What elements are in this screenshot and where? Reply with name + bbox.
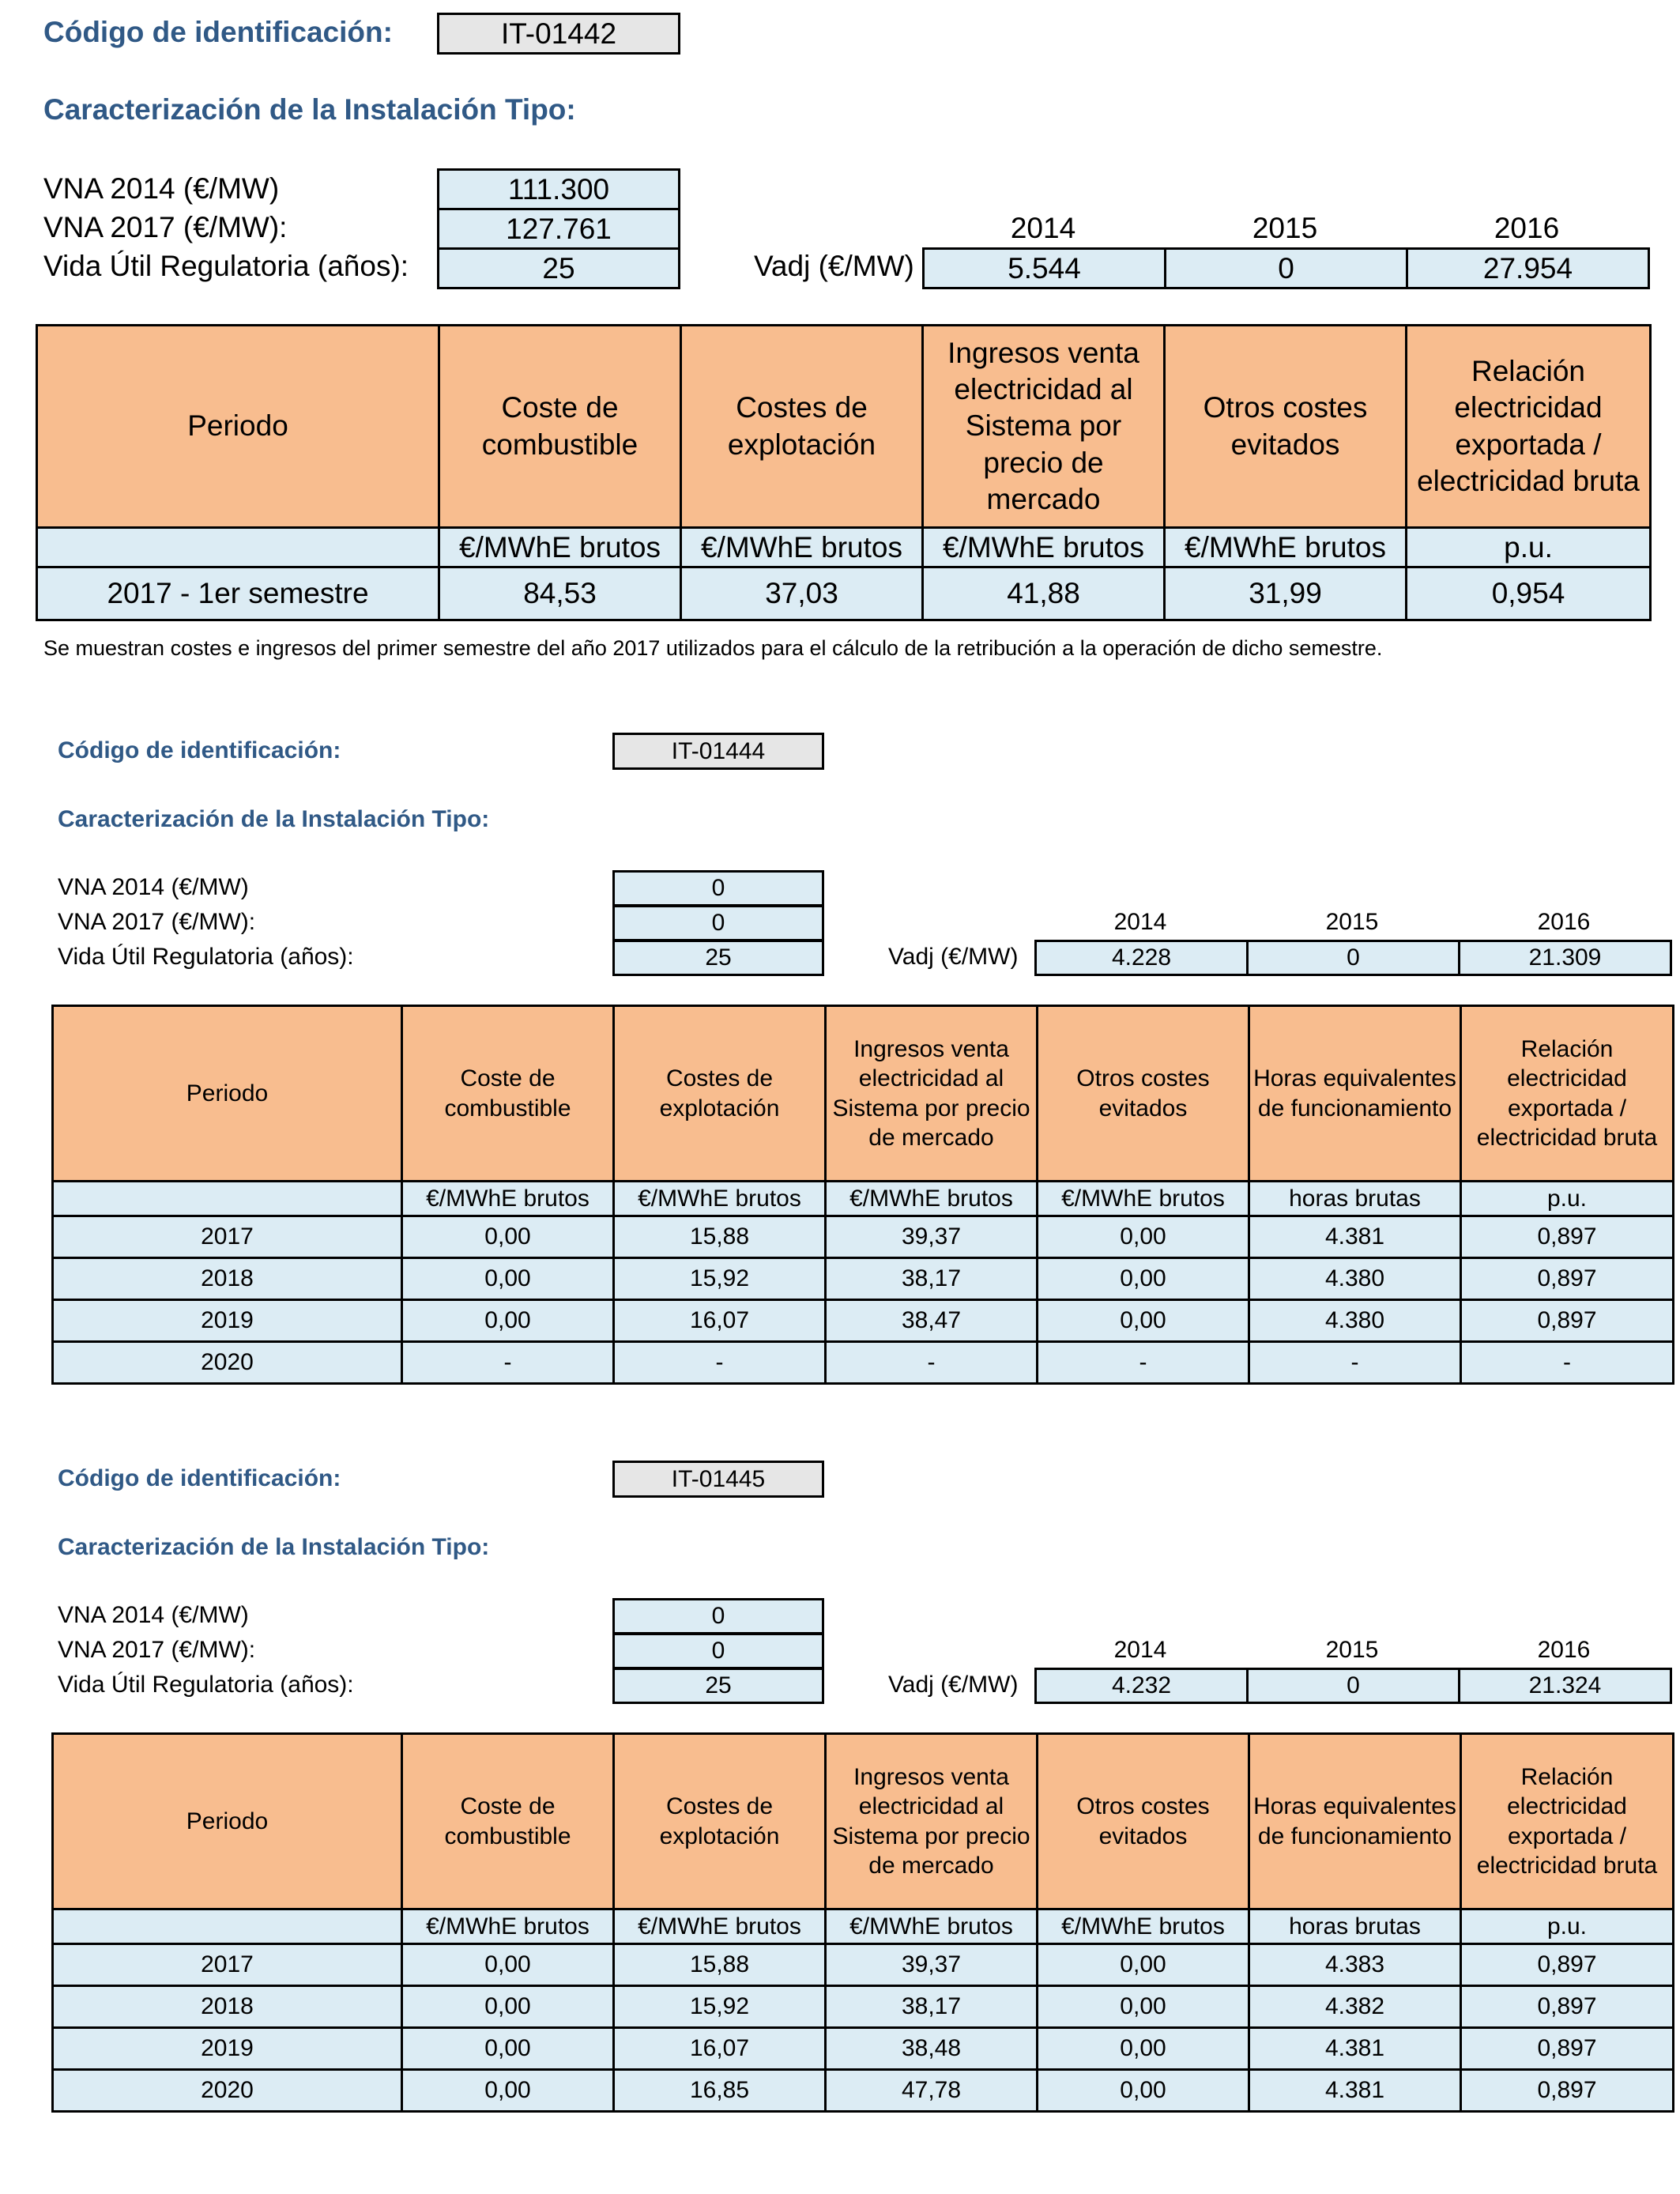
table-cell: 0,00 [402, 2070, 614, 2112]
vadj-year-2015: 2015 [1325, 909, 1379, 935]
vida-util-label: Vida Útil Regulatoria (años): [58, 1672, 354, 1698]
table-cell: 39,37 [826, 1216, 1038, 1258]
unit-cell: p.u. [1461, 1182, 1674, 1216]
table-cell: 0,00 [1038, 1216, 1249, 1258]
table-cell: 2017 [53, 1944, 402, 1986]
header-costes-explotacion: Costes de explotación [614, 1734, 826, 1909]
unit-cell: €/MWhE brutos [402, 1182, 614, 1216]
table-cell: 15,88 [614, 1216, 826, 1258]
table-cell: 4.382 [1249, 1986, 1461, 2028]
unit-cell: €/MWhE brutos [614, 1909, 826, 1944]
vna-2017-value: 0 [612, 1633, 824, 1669]
vadj-year-2015: 2015 [1252, 212, 1318, 244]
table-cell: 2020 [53, 1342, 402, 1384]
table-cell: 0,00 [1038, 2070, 1249, 2112]
table-cell: 0,897 [1461, 2070, 1674, 2112]
cost-table [51, 1005, 1674, 1385]
table-cell: 4.380 [1249, 1300, 1461, 1342]
table-units-row [53, 1182, 1674, 1216]
table-cell: 16,85 [614, 2070, 826, 2112]
characterization-title: Caracterización de la Instalación Tipo: [58, 1534, 490, 1560]
unit-cell [37, 528, 439, 567]
table-row [37, 567, 1651, 620]
unit-cell: €/MWhE brutos [1165, 528, 1407, 567]
table-header-row [53, 1734, 1674, 1909]
table-cell: 0,897 [1461, 2028, 1674, 2070]
id-value: IT-01445 [612, 1461, 824, 1498]
vadj-value-2014: 4.232 [1034, 1668, 1249, 1704]
vna-2017-label: VNA 2017 (€/MW): [58, 909, 256, 935]
id-label: Código de identificación: [58, 737, 341, 763]
vadj-value-2014: 4.228 [1034, 940, 1249, 976]
table-cell: 4.381 [1249, 2028, 1461, 2070]
vida-util-value: 25 [612, 940, 824, 976]
table-cell: 0,897 [1461, 1986, 1674, 2028]
unit-cell: €/MWhE brutos [826, 1182, 1038, 1216]
header-otros-costes: Otros costes evitados [1038, 1734, 1249, 1909]
table-cell: 0,897 [1461, 1258, 1674, 1300]
table-cell: 4.381 [1249, 1216, 1461, 1258]
table-cell: 0,00 [402, 1258, 614, 1300]
header-relacion-electricidad: Relación electricidad exportada / electricidad bruta [1461, 1006, 1674, 1182]
header-relacion-electricidad: Relación electricidad exportada / electricidad bruta [1407, 326, 1651, 528]
table-cell: 15,92 [614, 1986, 826, 2028]
table-cell: - [614, 1342, 826, 1384]
characterization-title: Caracterización de la Instalación Tipo: [43, 93, 576, 126]
table-row [53, 2070, 1674, 2112]
table-cell: 4.380 [1249, 1258, 1461, 1300]
table-cell: 2017 [53, 1216, 402, 1258]
table-cell: 0,897 [1461, 1216, 1674, 1258]
table-cell: 16,07 [614, 2028, 826, 2070]
unit-cell [53, 1909, 402, 1944]
unit-cell: horas brutas [1249, 1909, 1461, 1944]
header-ingresos-venta: Ingresos venta electricidad al Sistema por precio de mercado [923, 326, 1165, 528]
vadj-label: Vadj (€/MW) [888, 1672, 1019, 1698]
cost-table [36, 324, 1652, 621]
table-row [53, 1986, 1674, 2028]
table-cell: 2019 [53, 2028, 402, 2070]
footnote: Se muestran costes e ingresos del primer semestre del año 2017 utilizados para el cálculo de la retribución a la operación de dicho semestre. [43, 636, 1383, 660]
unit-cell: €/MWhE brutos [439, 528, 681, 567]
table-cell: 2018 [53, 1258, 402, 1300]
table-cell: 84,53 [439, 567, 681, 620]
table-row [53, 1258, 1674, 1300]
table-cell: 15,88 [614, 1944, 826, 1986]
table-cell: - [402, 1342, 614, 1384]
table-cell: - [1249, 1342, 1461, 1384]
table-cell: 16,07 [614, 1300, 826, 1342]
vadj-year-2016: 2016 [1537, 1637, 1591, 1663]
vida-util-value: 25 [612, 1668, 824, 1704]
table-cell: 0,00 [402, 2028, 614, 2070]
header-relacion-electricidad: Relación electricidad exportada / electricidad bruta [1461, 1734, 1674, 1909]
unit-cell: p.u. [1407, 528, 1651, 567]
vna-2014-label: VNA 2014 (€/MW) [43, 172, 280, 205]
id-value: IT-01442 [437, 13, 680, 55]
vadj-value-2016: 21.324 [1458, 1668, 1672, 1704]
vadj-value-2016: 21.309 [1458, 940, 1672, 976]
unit-cell: €/MWhE brutos [1038, 1182, 1249, 1216]
vadj-label: Vadj (€/MW) [888, 944, 1019, 970]
unit-cell: €/MWhE brutos [402, 1909, 614, 1944]
id-value: IT-01444 [612, 733, 824, 770]
table-cell: 0,00 [1038, 1258, 1249, 1300]
table-cell: 0,897 [1461, 1300, 1674, 1342]
header-otros-costes: Otros costes evitados [1038, 1006, 1249, 1182]
unit-cell [53, 1182, 402, 1216]
table-row [53, 1300, 1674, 1342]
table-cell: 2020 [53, 2070, 402, 2112]
table-cell: 0,00 [402, 1944, 614, 1986]
vna-2014-label: VNA 2014 (€/MW) [58, 874, 249, 900]
vadj-year-2016: 2016 [1494, 212, 1560, 244]
vna-2017-label: VNA 2017 (€/MW): [58, 1637, 256, 1663]
table-cell: 39,37 [826, 1944, 1038, 1986]
unit-cell: €/MWhE brutos [681, 528, 923, 567]
header-periodo: Periodo [37, 326, 439, 528]
header-horas-equivalentes: Horas equivalentes de funcionamiento [1249, 1006, 1461, 1182]
table-cell: 38,48 [826, 2028, 1038, 2070]
vadj-year-2015: 2015 [1325, 1637, 1379, 1663]
table-cell: 0,954 [1407, 567, 1651, 620]
table-cell: 0,00 [402, 1986, 614, 2028]
vida-util-label: Vida Útil Regulatoria (años): [58, 944, 354, 970]
header-ingresos-venta: Ingresos venta electricidad al Sistema por precio de mercado [826, 1006, 1038, 1182]
table-cell: 37,03 [681, 567, 923, 620]
vida-util-value: 25 [437, 247, 680, 289]
vida-util-label: Vida Útil Regulatoria (años): [43, 250, 409, 282]
characterization-title: Caracterización de la Instalación Tipo: [58, 806, 490, 832]
vadj-year-2014: 2014 [1113, 1637, 1167, 1663]
header-otros-costes: Otros costes evitados [1165, 326, 1407, 528]
table-cell: 0,00 [402, 1216, 614, 1258]
table-row [53, 1216, 1674, 1258]
header-costes-explotacion: Costes de explotación [614, 1006, 826, 1182]
table-cell: 38,17 [826, 1986, 1038, 2028]
vadj-value-2016: 27.954 [1406, 247, 1650, 289]
header-periodo: Periodo [53, 1006, 402, 1182]
unit-cell: €/MWhE brutos [923, 528, 1165, 567]
vna-2017-value: 127.761 [437, 208, 680, 250]
table-cell: - [826, 1342, 1038, 1384]
vna-2017-value: 0 [612, 905, 824, 941]
unit-cell: horas brutas [1249, 1182, 1461, 1216]
table-cell: 47,78 [826, 2070, 1038, 2112]
table-cell: 15,92 [614, 1258, 826, 1300]
header-costes-explotacion: Costes de explotación [681, 326, 923, 528]
header-periodo: Periodo [53, 1734, 402, 1909]
table-cell: 38,17 [826, 1258, 1038, 1300]
vadj-label: Vadj (€/MW) [754, 250, 914, 282]
unit-cell: €/MWhE brutos [826, 1909, 1038, 1944]
table-cell: 2017 - 1er semestre [37, 567, 439, 620]
table-cell: 0,00 [402, 1300, 614, 1342]
table-cell: - [1461, 1342, 1674, 1384]
vna-2014-value: 0 [612, 1598, 824, 1634]
table-row [53, 1944, 1674, 1986]
table-row [53, 2028, 1674, 2070]
vadj-value-2015: 0 [1246, 940, 1460, 976]
header-coste-combustible: Coste de combustible [402, 1734, 614, 1909]
vadj-value-2014: 5.544 [922, 247, 1166, 289]
vna-2014-value: 111.300 [437, 168, 680, 210]
table-row [53, 1342, 1674, 1384]
id-label: Código de identificación: [43, 16, 393, 48]
unit-cell: €/MWhE brutos [1038, 1909, 1249, 1944]
table-cell: 0,897 [1461, 1944, 1674, 1986]
table-cell: 38,47 [826, 1300, 1038, 1342]
table-cell: 4.383 [1249, 1944, 1461, 1986]
header-horas-equivalentes: Horas equivalentes de funcionamiento [1249, 1734, 1461, 1909]
vadj-year-2014: 2014 [1010, 212, 1076, 244]
vadj-value-2015: 0 [1164, 247, 1408, 289]
table-header-row [53, 1006, 1674, 1182]
table-units-row [53, 1909, 1674, 1944]
id-label: Código de identificación: [58, 1465, 341, 1491]
vadj-year-2016: 2016 [1537, 909, 1591, 935]
table-cell: - [1038, 1342, 1249, 1384]
vadj-value-2015: 0 [1246, 1668, 1460, 1704]
cost-table [51, 1732, 1674, 2113]
vna-2014-label: VNA 2014 (€/MW) [58, 1602, 249, 1628]
table-cell: 2018 [53, 1986, 402, 2028]
vna-2017-label: VNA 2017 (€/MW): [43, 211, 288, 243]
header-coste-combustible: Coste de combustible [402, 1006, 614, 1182]
vna-2014-value: 0 [612, 870, 824, 907]
table-header-row [37, 326, 1651, 528]
table-cell: 0,00 [1038, 1986, 1249, 2028]
table-cell: 4.381 [1249, 2070, 1461, 2112]
table-cell: 0,00 [1038, 1944, 1249, 1986]
header-ingresos-venta: Ingresos venta electricidad al Sistema por precio de mercado [826, 1734, 1038, 1909]
header-coste-combustible: Coste de combustible [439, 326, 681, 528]
vadj-year-2014: 2014 [1113, 909, 1167, 935]
unit-cell: €/MWhE brutos [614, 1182, 826, 1216]
table-units-row [37, 528, 1651, 567]
table-cell: 41,88 [923, 567, 1165, 620]
table-cell: 0,00 [1038, 1300, 1249, 1342]
unit-cell: p.u. [1461, 1909, 1674, 1944]
table-cell: 2019 [53, 1300, 402, 1342]
table-cell: 0,00 [1038, 2028, 1249, 2070]
table-cell: 31,99 [1165, 567, 1407, 620]
